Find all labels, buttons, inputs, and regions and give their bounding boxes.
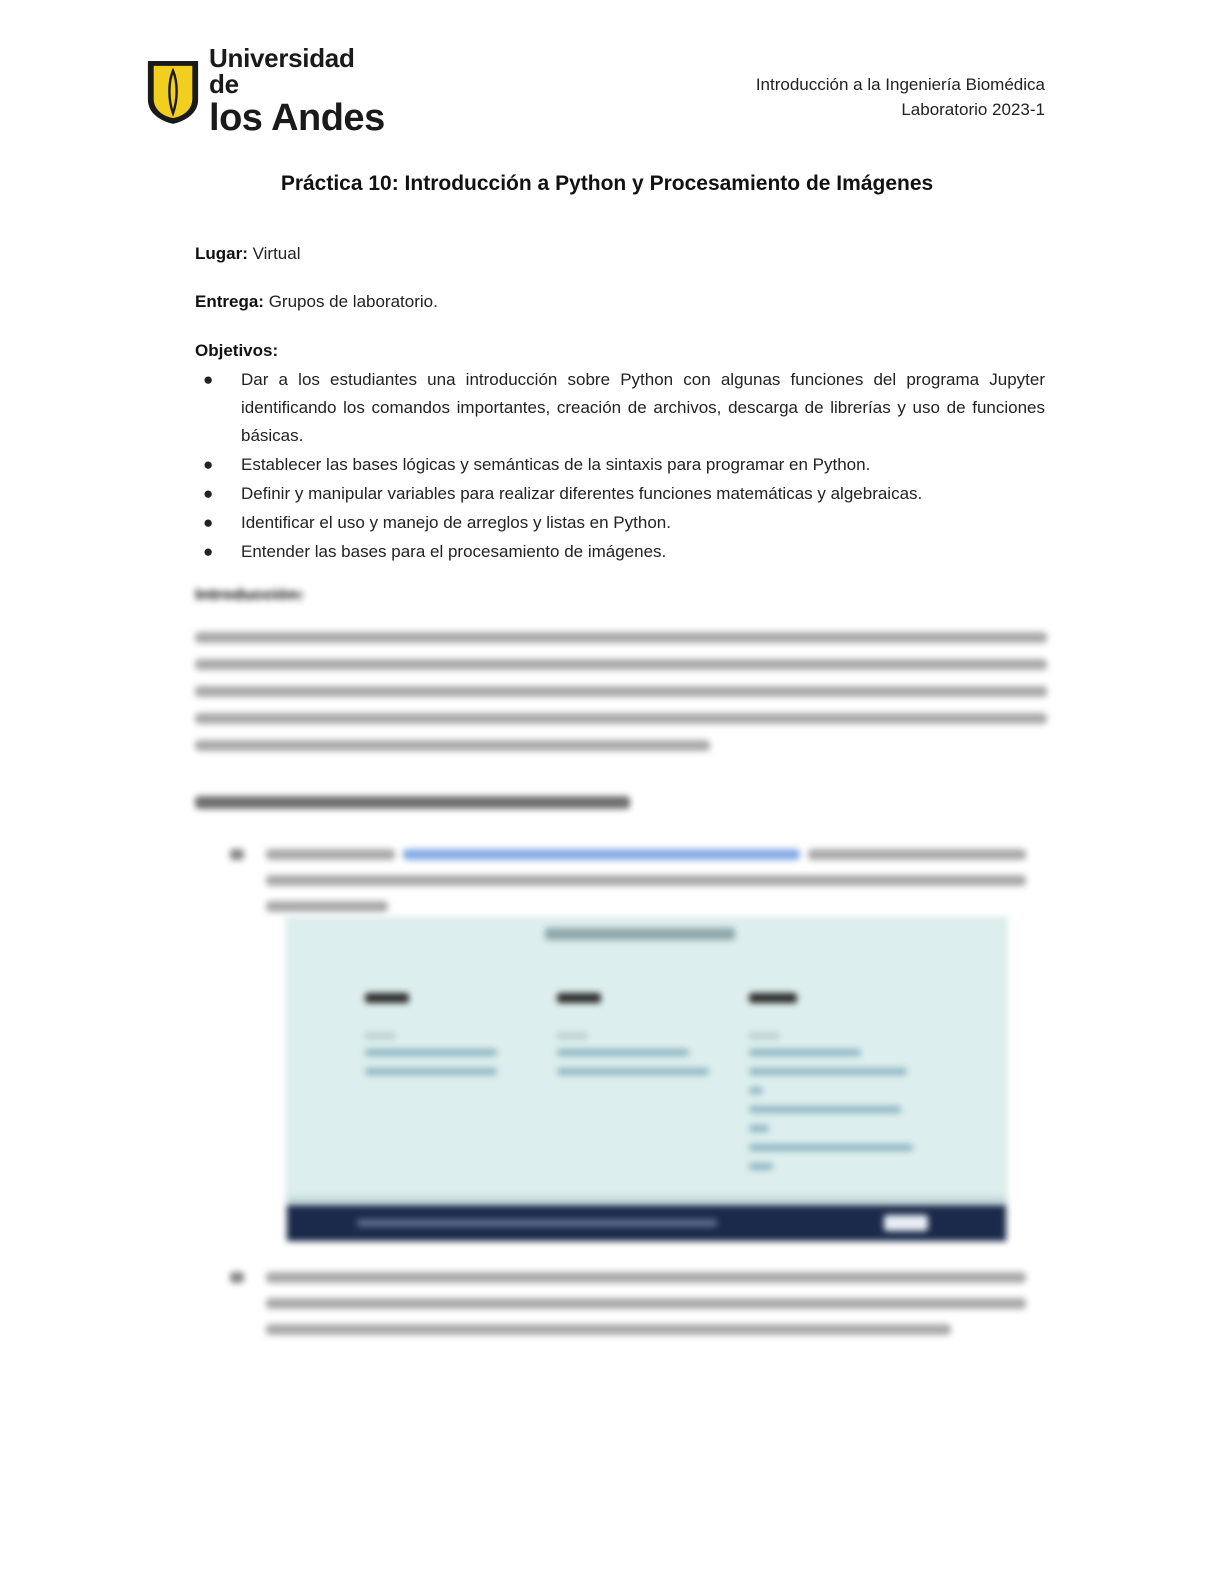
objetivos-list xyxy=(195,366,1045,567)
bullet-icon: ● xyxy=(203,542,214,561)
lugar-field xyxy=(195,244,301,264)
bullet-icon: ● xyxy=(203,484,214,503)
list-item xyxy=(195,509,1045,537)
blurred-paragraph xyxy=(195,632,1047,767)
bullet-icon: ● xyxy=(203,513,214,532)
document-title: Práctica 10: Introducción a Python y Procesamiento de Imágenes xyxy=(280,172,934,195)
list-item xyxy=(195,366,1045,450)
bullet-icon: ● xyxy=(203,370,214,389)
logo-text-line2: los Andes xyxy=(209,97,385,139)
blurred-subheading xyxy=(195,796,630,809)
list-item xyxy=(195,480,1045,508)
entrega-value: Grupos de laboratorio. xyxy=(263,292,438,311)
university-crest-icon xyxy=(145,56,201,126)
course-period: Laboratorio 2023-1 xyxy=(901,100,1045,119)
entrega-label: Entrega: xyxy=(195,292,264,311)
objective-text: Identificar el uso y manejo de arreglos y listas en Python. xyxy=(241,513,671,532)
university-logo xyxy=(145,43,385,139)
course-name: Introducción a la Ingeniería Biomédica xyxy=(755,75,1045,94)
objetivos-heading: Objetivos: xyxy=(195,341,279,360)
objective-text: Establecer las bases lógicas y semánticas de la sintaxis para programar en Python. xyxy=(241,455,871,474)
introduccion-heading: Introducción: xyxy=(195,585,304,604)
objective-text: Entender las bases para el procesamiento de imágenes. xyxy=(241,542,667,561)
blurred-screenshot xyxy=(286,917,1007,1242)
entrega-field xyxy=(195,292,438,312)
objective-text: Dar a los estudiantes una introducción sobre Python con algunas funciones del programa Jupyter identificando los comandos importantes, creación de archivos, descarga de librerías y uso de funciones básicas. xyxy=(241,370,1045,445)
course-info xyxy=(756,72,1045,122)
bullet-icon: ● xyxy=(203,455,214,474)
list-item xyxy=(195,451,1045,479)
objective-text: Definir y manipular variables para realizar diferentes funciones matemáticas y algebraicas. xyxy=(241,484,923,503)
lugar-value: Virtual xyxy=(247,244,301,263)
logo-text-line1: Universidad de xyxy=(209,43,355,99)
lugar-label: Lugar: xyxy=(195,244,248,263)
list-item xyxy=(195,538,1045,566)
